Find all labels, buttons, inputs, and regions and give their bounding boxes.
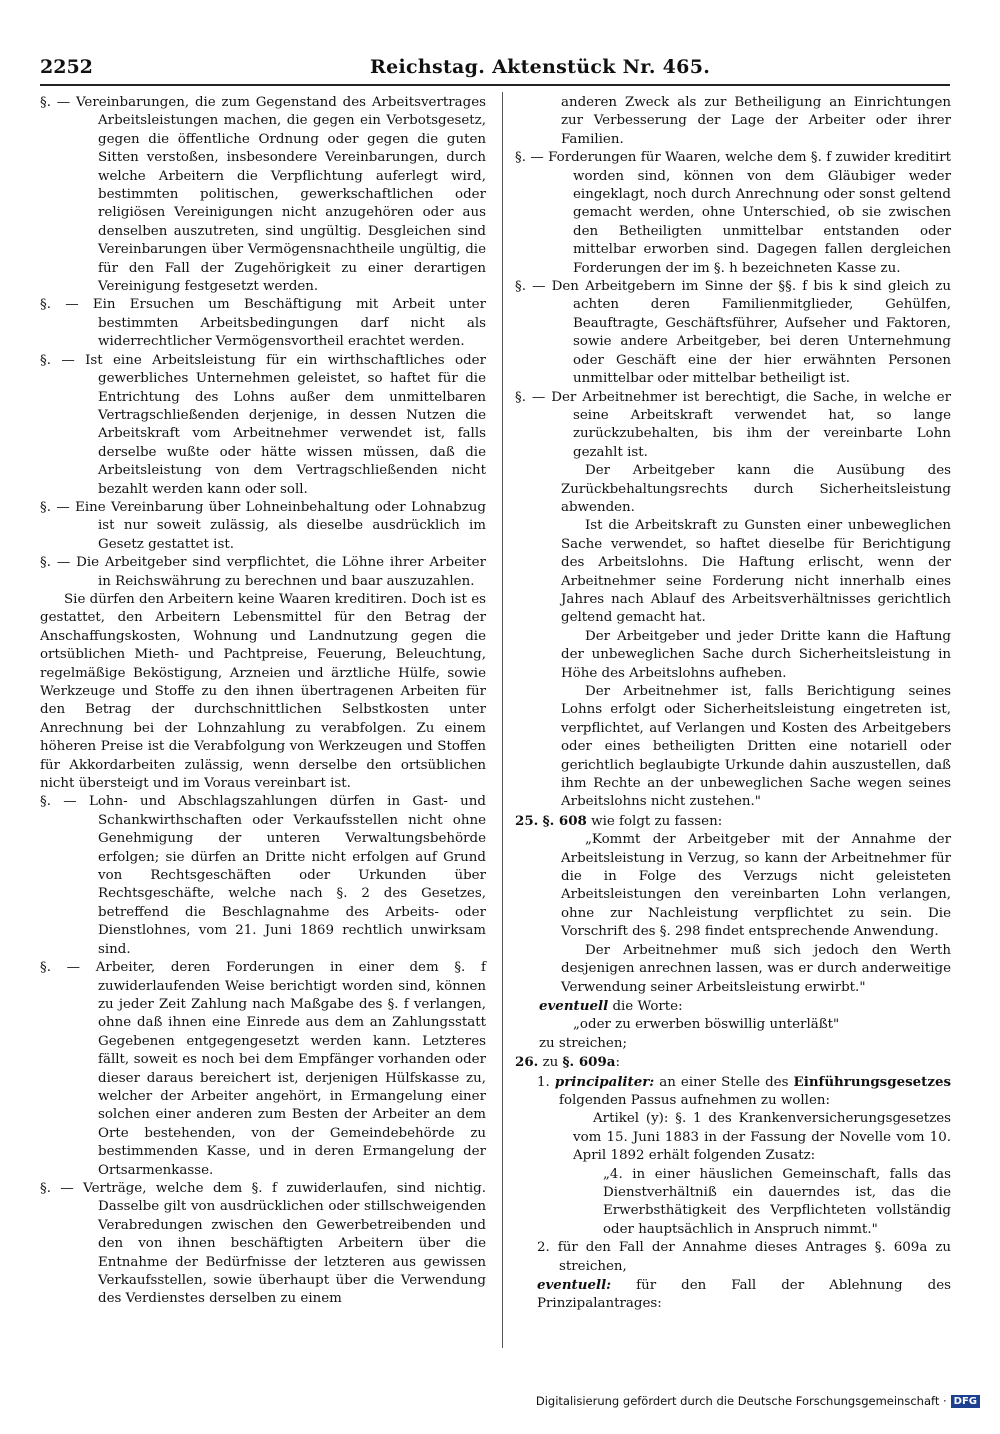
section-ref: §. 609a: [562, 1054, 616, 1071]
paragraph: Sie dürfen den Arbeitern keine Waaren kreditiren. Doch ist es gestattet, den Arbeitern Lebensmittel für den Betrag der Anschaffungskosten, Wohnung und Landnutzung gegen die ortsüblichen Mieth- und Pachtpreise, Feuerung, Beleuchtung, regelmäßige Beköstigung, Arzneien und ärztliche Hülfe, sowie Werkzeuge und Stoffe zu den ihnen übertragenen Arbeiten für den Betrag der durchschnittlichen Selbstkosten unter Anrechnung bei der Lohnzahlung zu verabfolgen. Zu einem höheren Preise ist die Verabfolgung von Werkzeugen und Stoffen für Akkordarbeiten zulässig, wenn derselbe den ortsüblichen nicht übersteigt und im Voraus vereinbart ist.: [40, 591, 486, 792]
paragraph: §. — Verträge, welche dem §. f zuwiderlaufen, sind nichtig. Dasselbe gilt von ausdrücklichen oder stillschweigenden Verabredungen zwischen den Gewerbetreibenden und den von ihnen beschäftigten Arbeitern über die Entnahme der Bedürfnisse der letzteren aus gewissen Verkaufsstellen, sowie überhaupt über die Verwendung des Verdienstes derselben zu einem: [40, 1180, 486, 1307]
bold-term: Einführungsgesetzes: [793, 1073, 952, 1090]
page-number: 2252: [40, 56, 93, 78]
column-divider: [502, 92, 503, 1348]
item-post: :: [615, 1055, 620, 1071]
sub-number: 2.: [537, 1240, 550, 1256]
paragraph: Ist die Arbeitskraft zu Gunsten einer unbeweglichen Sache verwendet, so haftet dieselbe für Berichtigung des Arbeitslohns. Die Haftung erlischt, wenn der Arbeitnehmer seine Forderung nicht innerhalb eines Jahres nach Ablauf des Arbeitsverhältnisses gerichtlich geltend gemacht hat.: [561, 518, 951, 626]
paragraph: Der Arbeitnehmer ist, falls Berichtigung seines Lohns erfolgt oder Sicherheitsleistung eingetreten ist, verpflichtet, auf Verlangen und Kosten des Arbeitgebers oder eines betheiligten Dritten eine notariell oder gerichtlich beglaubigte Urkunde dahin auszustellen, daß ihm Rechte an der unbeweglichen Sache wegen seines Arbeitslohns nicht zustehen.": [561, 684, 951, 810]
paragraph: anderen Zweck als zur Betheiligung an Einrichtungen zur Verbesserung der Lage der Arbeiter oder ihrer Familien.: [561, 95, 951, 147]
item-text: wie folgt zu fassen:: [591, 813, 723, 829]
paragraph: §. — Ein Ersuchen um Beschäftigung mit Arbeit unter bestimmten Arbeitsbedingungen darf nicht als widerrechtlicher Vermögensvortheil erachtet werden.: [40, 297, 486, 350]
paragraph: Der Arbeitnehmer muß sich jedoch den Werth desjenigen anrechnen lassen, was er durch anderweitige Verwendung seiner Arbeitsleistung erwirbt.": [561, 942, 951, 995]
left-column: [40, 94, 486, 1309]
sub-number: 1.: [537, 1074, 550, 1090]
paragraph: §. — Die Arbeitgeber sind verpflichtet, die Löhne ihrer Arbeiter in Reichswährung zu berechnen und baar auszuzahlen.: [40, 555, 486, 589]
item-pre: zu: [542, 1055, 559, 1071]
paragraph: Der Arbeitgeber kann die Ausübung des Zurückbehaltungsrechts durch Sicherheitsleistung abwenden.: [561, 463, 951, 515]
quote: „oder zu erwerben böswillig unterläßt": [573, 1017, 840, 1033]
artikel-paragraph: Artikel (y): §. 1 des Krankenversicherungsgesetzes vom 15. Juni 1883 in der Fassung der Novelle vom 10. April 1892 erhält folgenden Zusatz:: [573, 1111, 951, 1164]
sub-text: folgenden Passus aufnehmen zu wollen:: [559, 1092, 831, 1108]
sub-item-1: [515, 1073, 951, 1111]
paragraph: §. — Den Arbeitgebern im Sinne der §§. f bis k sind gleich zu achten deren Familienmitglieder, Gehülfen, Beauftragte, Geschäftsführer, Aufseher und Faktoren, sowie andere Arbeitgeber, bei deren Unternehmung oder Geschäft eine der hier erwähnten Personen unmittelbar oder mittelbar betheiligt ist.: [515, 279, 951, 387]
paragraph: §. — Ist eine Arbeitsleistung für ein wirthschaftliches oder gewerbliches Unternehmen geleistet, so haftet für die Entrichtung des Lohns außer dem unmittelbaren Vertragschließenden derjenige, in dessen Nutzen die Arbeitskraft vom Arbeitnehmer verwendet ist, falls derselbe wußte oder hätte wissen müssen, daß die Arbeitsleistung von dem Vertragschließenden nicht bezahlt werden kann oder soll.: [40, 352, 486, 497]
eventuell-label: eventuell: [539, 997, 609, 1014]
running-title: Reichstag. Aktenstück Nr. 465.: [370, 56, 711, 78]
page-header: [40, 56, 950, 82]
paragraph: §. — Der Arbeitnehmer ist berechtigt, die Sache, in welche er seine Arbeitskraft verwendet hat, so lange zurückzubehalten, bis ihm der vereinbarte Lohn gezahlt ist.: [515, 389, 951, 460]
amendment-25: [515, 812, 951, 831]
eventuell-text: die Worte:: [612, 998, 683, 1014]
eventuell-line: [515, 1276, 951, 1314]
item-number: 25.: [515, 812, 539, 829]
eventuell-line: [515, 997, 951, 1016]
section-ref: §. 608: [542, 812, 587, 829]
paragraph: §. — Eine Vereinbarung über Lohneinbehaltung oder Lohnabzug ist nur soweit zulässig, als dieselbe ausdrücklich im Gesetz gestattet ist.: [40, 499, 486, 552]
eventuell-text: für den Fall der Ablehnung des Prinzipalantrages:: [537, 1278, 951, 1312]
sub-text: für den Fall der Annahme dieses Antrages §. 609a zu streichen,: [557, 1240, 951, 1274]
paragraph: §. — Vereinbarungen, die zum Gegenstand des Arbeitsvertrages Arbeitsleistungen machen, die gegen ein Verbotsgesetz, gegen die öffentliche Ordnung oder gegen die guten Sitten verstoßen, insbesondere Vereinbarungen, durch welche Arbeitern die Verpflichtung auferlegt wird, bestimmten politischen, gewerkschaftlichen oder religiösen Vereinigungen nicht anzugehören oder aus denselben auszutreten, sind ungültig. Desgleichen sind Vereinbarungen über Vermögensnachtheile ungültig, die für den Fall der Zugehörigkeit zu einer derartigen Vereinigung festgesetzt werden.: [40, 95, 486, 295]
dfg-logo: DFG: [951, 1395, 980, 1408]
sub-item-2: [515, 1239, 951, 1276]
digitization-credit: [536, 1394, 980, 1408]
quote: „4. in einer häuslichen Gemeinschaft, falls das Dienstverhältniß ein dauerndes ist, das die Erwerbsthätigkeit des Verpflichteten vollständig oder hauptsächlich in Anspruch nimmt.": [603, 1166, 951, 1237]
paragraph: zu streichen;: [539, 1035, 627, 1051]
right-column: [515, 94, 951, 1314]
eventuell-label: eventuell:: [537, 1277, 612, 1293]
credit-text: Digitalisierung gefördert durch die Deutsche Forschungsgemeinschaft ·: [535, 1394, 947, 1408]
sub-text: an einer Stelle des: [659, 1074, 789, 1090]
paragraph: „Kommt der Arbeitgeber mit der Annahme der Arbeitsleistung in Verzug, so kann der Arbeitnehmer für die in Folge des Verzugs nicht geleisteten Arbeitsleistungen den vereinbarten Lohn verlangen, ohne zur Nachleistung verpflichtet zu sein. Die Vorschrift des §. 298 findet entsprechende Anwendung.: [561, 832, 951, 940]
paragraph: §. — Lohn- und Abschlagszahlungen dürfen in Gast- und Schankwirthschaften oder Verkaufsstellen nicht ohne Genehmigung der unteren Verwaltungsbehörde erfolgen; sie dürfen an Dritte nicht erfolgen auf Grund von Rechtsgeschäften oder Urkunden über Rechtsgeschäfte, welche nach §. 2 des Gesetzes, betreffend die Beschlagnahme des Arbeits- oder Dienstlohnes, vom 21. Juni 1869 rechtlich unwirksam sind.: [40, 794, 486, 957]
header-rule: [40, 84, 950, 86]
item-number: 26.: [515, 1054, 539, 1071]
paragraph: Der Arbeitgeber und jeder Dritte kann die Haftung der unbeweglichen Sache durch Sicherheitsleistung in Höhe des Arbeitslohns aufheben.: [561, 628, 951, 681]
principaliter-label: principaliter:: [554, 1073, 655, 1090]
paragraph: §. — Forderungen für Waaren, welche dem §. f zuwider kreditirt worden sind, können von dem Gläubiger weder eingeklagt, noch durch Anrechnung oder sonst geltend gemacht werden, ohne Unterschied, ob sie zwischen den Betheiligten unmittelbar entstanden oder mittelbar erworben sind. Dagegen fallen dergleichen Forderungen der im §. h bezeichneten Kasse zu.: [515, 150, 951, 276]
paragraph: §. — Arbeiter, deren Forderungen in einer dem §. f zuwiderlaufenden Weise berichtigt worden sind, können zu jeder Zeit Zahlung nach Maßgabe des §. f verlangen, ohne daß ihnen eine Einrede aus dem an Zahlungsstatt Gegebenen entgegengesetzt werden kann. Letzteres fällt, soweit es noch bei dem Empfänger vorhanden oder dieser daraus bereichert ist, derjenigen Hülfskasse zu, welcher der Arbeiter angehört, in Ermangelung einer solchen einer anderen zum Besten der Arbeiter an dem Orte bestehenden, von der Gemeindebehörde zu bestimmenden Kasse, und in deren Ermangelung der Ortsarmenkasse.: [40, 960, 486, 1178]
amendment-26: [515, 1053, 951, 1072]
